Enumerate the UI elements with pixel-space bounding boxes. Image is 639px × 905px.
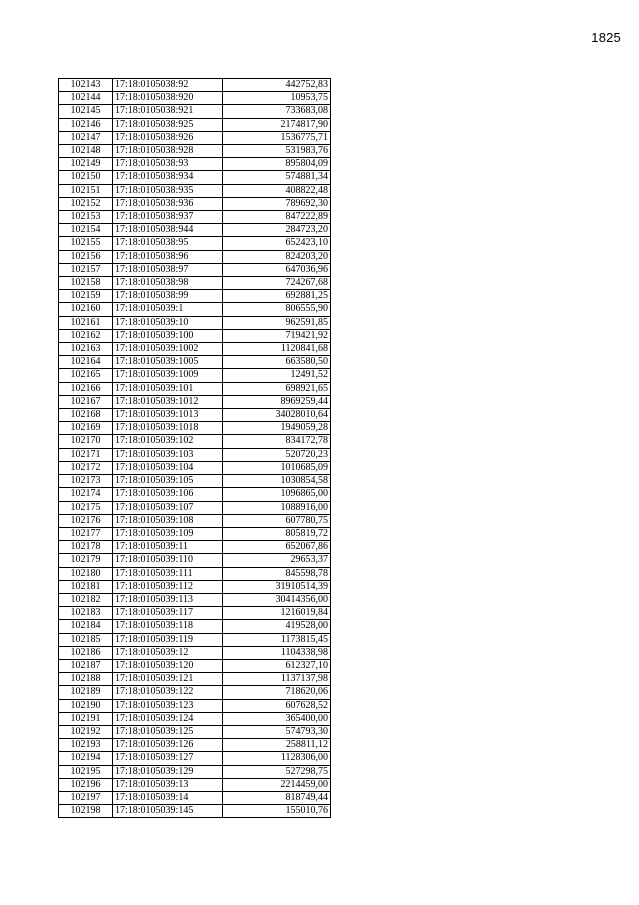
row-number-cell: 102171 [59, 448, 113, 461]
table-row [59, 171, 331, 184]
row-number-cell: 102162 [59, 329, 113, 342]
cadastral-value-cell: 520720,23 [223, 448, 331, 461]
cadastral-number-cell: 17:18:0105038:920 [113, 92, 223, 105]
cadastral-value-cell: 1173815,45 [223, 633, 331, 646]
row-number-cell: 102178 [59, 541, 113, 554]
cadastral-value-cell: 818749,44 [223, 791, 331, 804]
cadastral-number-cell: 17:18:0105039:121 [113, 673, 223, 686]
cadastral-number-cell: 17:18:0105039:102 [113, 435, 223, 448]
cadastral-number-cell: 17:18:0105039:1005 [113, 356, 223, 369]
cadastral-number-cell: 17:18:0105039:124 [113, 712, 223, 725]
cadastral-number-cell: 17:18:0105039:120 [113, 659, 223, 672]
cadastral-number-cell: 17:18:0105038:92 [113, 79, 223, 92]
table-row [59, 805, 331, 818]
cadastral-value-cell: 1216019,84 [223, 607, 331, 620]
cadastral-value-cell: 607780,75 [223, 514, 331, 527]
table-row [59, 92, 331, 105]
cadastral-value-cell: 724267,68 [223, 277, 331, 290]
cadastral-value-cell: 692881,25 [223, 290, 331, 303]
row-number-cell: 102182 [59, 593, 113, 606]
table-row [59, 409, 331, 422]
row-number-cell: 102159 [59, 290, 113, 303]
row-number-cell: 102163 [59, 343, 113, 356]
cadastral-number-cell: 17:18:0105039:1 [113, 303, 223, 316]
table-row [59, 739, 331, 752]
row-number-cell: 102160 [59, 303, 113, 316]
row-number-cell: 102195 [59, 765, 113, 778]
table-row [59, 197, 331, 210]
table-row [59, 580, 331, 593]
row-number-cell: 102167 [59, 395, 113, 408]
table-row [59, 620, 331, 633]
table-row [59, 118, 331, 131]
table-row [59, 422, 331, 435]
cadastral-value-cell: 1536775,71 [223, 131, 331, 144]
row-number-cell: 102177 [59, 527, 113, 540]
cadastral-number-cell: 17:18:0105039:1002 [113, 343, 223, 356]
cadastral-value-cell: 1137137,98 [223, 673, 331, 686]
cadastral-number-cell: 17:18:0105039:1018 [113, 422, 223, 435]
cadastral-number-cell: 17:18:0105039:123 [113, 699, 223, 712]
cadastral-value-cell: 365400,00 [223, 712, 331, 725]
cadastral-value-cell: 824203,20 [223, 250, 331, 263]
row-number-cell: 102150 [59, 171, 113, 184]
cadastral-number-cell: 17:18:0105039:112 [113, 580, 223, 593]
cadastral-value-cell: 574793,30 [223, 725, 331, 738]
table-row [59, 778, 331, 791]
cadastral-number-cell: 17:18:0105039:127 [113, 752, 223, 765]
cadastral-number-cell: 17:18:0105038:944 [113, 224, 223, 237]
cadastral-value-cell: 845598,78 [223, 567, 331, 580]
row-number-cell: 102173 [59, 475, 113, 488]
row-number-cell: 102196 [59, 778, 113, 791]
cadastral-value-cell: 12491,52 [223, 369, 331, 382]
cadastral-value-cell: 1120841,68 [223, 343, 331, 356]
cadastral-number-cell: 17:18:0105039:105 [113, 475, 223, 488]
cadastral-number-cell: 17:18:0105039:13 [113, 778, 223, 791]
table-row [59, 673, 331, 686]
table-row [59, 382, 331, 395]
cadastral-number-cell: 17:18:0105039:125 [113, 725, 223, 738]
row-number-cell: 102189 [59, 686, 113, 699]
cadastral-number-cell: 17:18:0105039:1009 [113, 369, 223, 382]
table-row [59, 514, 331, 527]
row-number-cell: 102194 [59, 752, 113, 765]
table-row [59, 105, 331, 118]
row-number-cell: 102197 [59, 791, 113, 804]
row-number-cell: 102151 [59, 184, 113, 197]
cadastral-number-cell: 17:18:0105038:921 [113, 105, 223, 118]
cadastral-value-cell: 847222,89 [223, 211, 331, 224]
row-number-cell: 102156 [59, 250, 113, 263]
cadastral-number-cell: 17:18:0105038:926 [113, 131, 223, 144]
cadastral-value-cell: 962591,85 [223, 316, 331, 329]
row-number-cell: 102158 [59, 277, 113, 290]
cadastral-number-cell: 17:18:0105039:109 [113, 527, 223, 540]
cadastral-number-cell: 17:18:0105038:936 [113, 197, 223, 210]
cadastral-number-cell: 17:18:0105038:93 [113, 158, 223, 171]
row-number-cell: 102192 [59, 725, 113, 738]
table-row [59, 290, 331, 303]
cadastral-number-cell: 17:18:0105039:104 [113, 461, 223, 474]
row-number-cell: 102183 [59, 607, 113, 620]
row-number-cell: 102157 [59, 263, 113, 276]
cadastral-number-cell: 17:18:0105039:101 [113, 382, 223, 395]
cadastral-value-cell: 29653,37 [223, 554, 331, 567]
table-row [59, 461, 331, 474]
cadastral-number-cell: 17:18:0105038:934 [113, 171, 223, 184]
cadastral-number-cell: 17:18:0105038:935 [113, 184, 223, 197]
cadastral-number-cell: 17:18:0105039:111 [113, 567, 223, 580]
cadastral-number-cell: 17:18:0105038:96 [113, 250, 223, 263]
row-number-cell: 102170 [59, 435, 113, 448]
table-row [59, 686, 331, 699]
table-row [59, 263, 331, 276]
cadastral-value-cell: 834172,78 [223, 435, 331, 448]
row-number-cell: 102166 [59, 382, 113, 395]
cadastral-number-cell: 17:18:0105039:106 [113, 488, 223, 501]
table-row [59, 277, 331, 290]
row-number-cell: 102176 [59, 514, 113, 527]
table-row [59, 541, 331, 554]
row-number-cell: 102164 [59, 356, 113, 369]
cadastral-number-cell: 17:18:0105038:925 [113, 118, 223, 131]
cadastral-value-cell: 30414356,00 [223, 593, 331, 606]
cadastral-value-cell: 1096865,00 [223, 488, 331, 501]
table-row [59, 765, 331, 778]
table-row [59, 633, 331, 646]
cadastral-value-cell: 733683,08 [223, 105, 331, 118]
row-number-cell: 102169 [59, 422, 113, 435]
cadastral-value-cell: 806555,90 [223, 303, 331, 316]
row-number-cell: 102198 [59, 805, 113, 818]
cadastral-value-cell: 652423,10 [223, 237, 331, 250]
row-number-cell: 102144 [59, 92, 113, 105]
cadastral-number-cell: 17:18:0105039:10 [113, 316, 223, 329]
cadastral-value-cell: 718620,06 [223, 686, 331, 699]
table-row [59, 712, 331, 725]
table-row [59, 752, 331, 765]
row-number-cell: 102181 [59, 580, 113, 593]
cadastral-value-cell: 895804,09 [223, 158, 331, 171]
cadastral-number-cell: 17:18:0105039:1013 [113, 409, 223, 422]
cadastral-value-cell: 531983,76 [223, 145, 331, 158]
row-number-cell: 102187 [59, 659, 113, 672]
cadastral-number-cell: 17:18:0105039:129 [113, 765, 223, 778]
cadastral-value-cell: 258811,12 [223, 739, 331, 752]
table-row [59, 237, 331, 250]
row-number-cell: 102152 [59, 197, 113, 210]
table-row [59, 527, 331, 540]
cadastral-number-cell: 17:18:0105039:110 [113, 554, 223, 567]
row-number-cell: 102149 [59, 158, 113, 171]
cadastral-number-cell: 17:18:0105039:1012 [113, 395, 223, 408]
cadastral-number-cell: 17:18:0105039:107 [113, 501, 223, 514]
cadastral-number-cell: 17:18:0105039:11 [113, 541, 223, 554]
row-number-cell: 102193 [59, 739, 113, 752]
row-number-cell: 102184 [59, 620, 113, 633]
cadastral-number-cell: 17:18:0105039:119 [113, 633, 223, 646]
table-row [59, 791, 331, 804]
cadastral-value-cell: 155010,76 [223, 805, 331, 818]
row-number-cell: 102186 [59, 646, 113, 659]
table-row [59, 501, 331, 514]
row-number-cell: 102175 [59, 501, 113, 514]
cadastral-value-cell: 408822,48 [223, 184, 331, 197]
cadastral-number-cell: 17:18:0105039:117 [113, 607, 223, 620]
cadastral-number-cell: 17:18:0105039:122 [113, 686, 223, 699]
cadastral-value-cell: 1128306,00 [223, 752, 331, 765]
table-row [59, 593, 331, 606]
cadastral-number-cell: 17:18:0105038:98 [113, 277, 223, 290]
table-row [59, 607, 331, 620]
table-row [59, 725, 331, 738]
row-number-cell: 102179 [59, 554, 113, 567]
cadastral-value-cell: 31910514,39 [223, 580, 331, 593]
cadastral-number-cell: 17:18:0105039:108 [113, 514, 223, 527]
row-number-cell: 102155 [59, 237, 113, 250]
table-row [59, 250, 331, 263]
cadastral-number-cell: 17:18:0105039:14 [113, 791, 223, 804]
cadastral-value-cell: 663580,50 [223, 356, 331, 369]
cadastral-value-cell: 2174817,90 [223, 118, 331, 131]
row-number-cell: 102161 [59, 316, 113, 329]
cadastral-value-cell: 789692,30 [223, 197, 331, 210]
table-row [59, 659, 331, 672]
cadastral-value-table [58, 78, 331, 818]
cadastral-number-cell: 17:18:0105039:100 [113, 329, 223, 342]
row-number-cell: 102188 [59, 673, 113, 686]
row-number-cell: 102146 [59, 118, 113, 131]
table-row [59, 395, 331, 408]
row-number-cell: 102165 [59, 369, 113, 382]
cadastral-value-cell: 647036,96 [223, 263, 331, 276]
table-row [59, 224, 331, 237]
cadastral-value-cell: 8969259,44 [223, 395, 331, 408]
cadastral-value-cell: 607628,52 [223, 699, 331, 712]
cadastral-value-cell: 1030854,58 [223, 475, 331, 488]
cadastral-value-cell: 442752,83 [223, 79, 331, 92]
table-row [59, 343, 331, 356]
row-number-cell: 102190 [59, 699, 113, 712]
cadastral-value-cell: 284723,20 [223, 224, 331, 237]
cadastral-value-cell: 10953,75 [223, 92, 331, 105]
cadastral-value-cell: 652067,86 [223, 541, 331, 554]
cadastral-number-cell: 17:18:0105039:12 [113, 646, 223, 659]
cadastral-value-cell: 1010685,09 [223, 461, 331, 474]
table-row [59, 303, 331, 316]
cadastral-value-cell: 805819,72 [223, 527, 331, 540]
cadastral-number-cell: 17:18:0105038:95 [113, 237, 223, 250]
table-row [59, 435, 331, 448]
table-row [59, 475, 331, 488]
table-body [59, 79, 331, 818]
table-row [59, 79, 331, 92]
table-row [59, 131, 331, 144]
page-number: 1825 [591, 30, 621, 45]
cadastral-value-cell: 1088916,00 [223, 501, 331, 514]
cadastral-value-cell: 612327,10 [223, 659, 331, 672]
row-number-cell: 102191 [59, 712, 113, 725]
row-number-cell: 102185 [59, 633, 113, 646]
cadastral-value-cell: 698921,65 [223, 382, 331, 395]
table-row [59, 448, 331, 461]
row-number-cell: 102174 [59, 488, 113, 501]
table-row [59, 211, 331, 224]
cadastral-number-cell: 17:18:0105038:97 [113, 263, 223, 276]
cadastral-value-cell: 1949059,28 [223, 422, 331, 435]
row-number-cell: 102154 [59, 224, 113, 237]
table-row [59, 158, 331, 171]
cadastral-value-cell: 34028010,64 [223, 409, 331, 422]
cadastral-number-cell: 17:18:0105039:126 [113, 739, 223, 752]
cadastral-number-cell: 17:18:0105039:145 [113, 805, 223, 818]
cadastral-number-cell: 17:18:0105039:118 [113, 620, 223, 633]
table-row [59, 554, 331, 567]
row-number-cell: 102148 [59, 145, 113, 158]
cadastral-number-cell: 17:18:0105038:99 [113, 290, 223, 303]
table-row [59, 145, 331, 158]
table-row [59, 316, 331, 329]
cadastral-value-cell: 719421,92 [223, 329, 331, 342]
row-number-cell: 102145 [59, 105, 113, 118]
table-row [59, 184, 331, 197]
row-number-cell: 102143 [59, 79, 113, 92]
row-number-cell: 102147 [59, 131, 113, 144]
table-row [59, 646, 331, 659]
cadastral-value-cell: 574881,34 [223, 171, 331, 184]
row-number-cell: 102168 [59, 409, 113, 422]
table-row [59, 356, 331, 369]
cadastral-number-cell: 17:18:0105038:937 [113, 211, 223, 224]
row-number-cell: 102172 [59, 461, 113, 474]
cadastral-number-cell: 17:18:0105039:103 [113, 448, 223, 461]
cadastral-value-cell: 527298,75 [223, 765, 331, 778]
table-row [59, 488, 331, 501]
cadastral-number-cell: 17:18:0105039:113 [113, 593, 223, 606]
table-row [59, 369, 331, 382]
cadastral-number-cell: 17:18:0105038:928 [113, 145, 223, 158]
table-row [59, 329, 331, 342]
table-row [59, 567, 331, 580]
cadastral-value-cell: 419528,00 [223, 620, 331, 633]
table-row [59, 699, 331, 712]
cadastral-value-cell: 1104338,98 [223, 646, 331, 659]
cadastral-value-cell: 2214459,00 [223, 778, 331, 791]
row-number-cell: 102180 [59, 567, 113, 580]
row-number-cell: 102153 [59, 211, 113, 224]
